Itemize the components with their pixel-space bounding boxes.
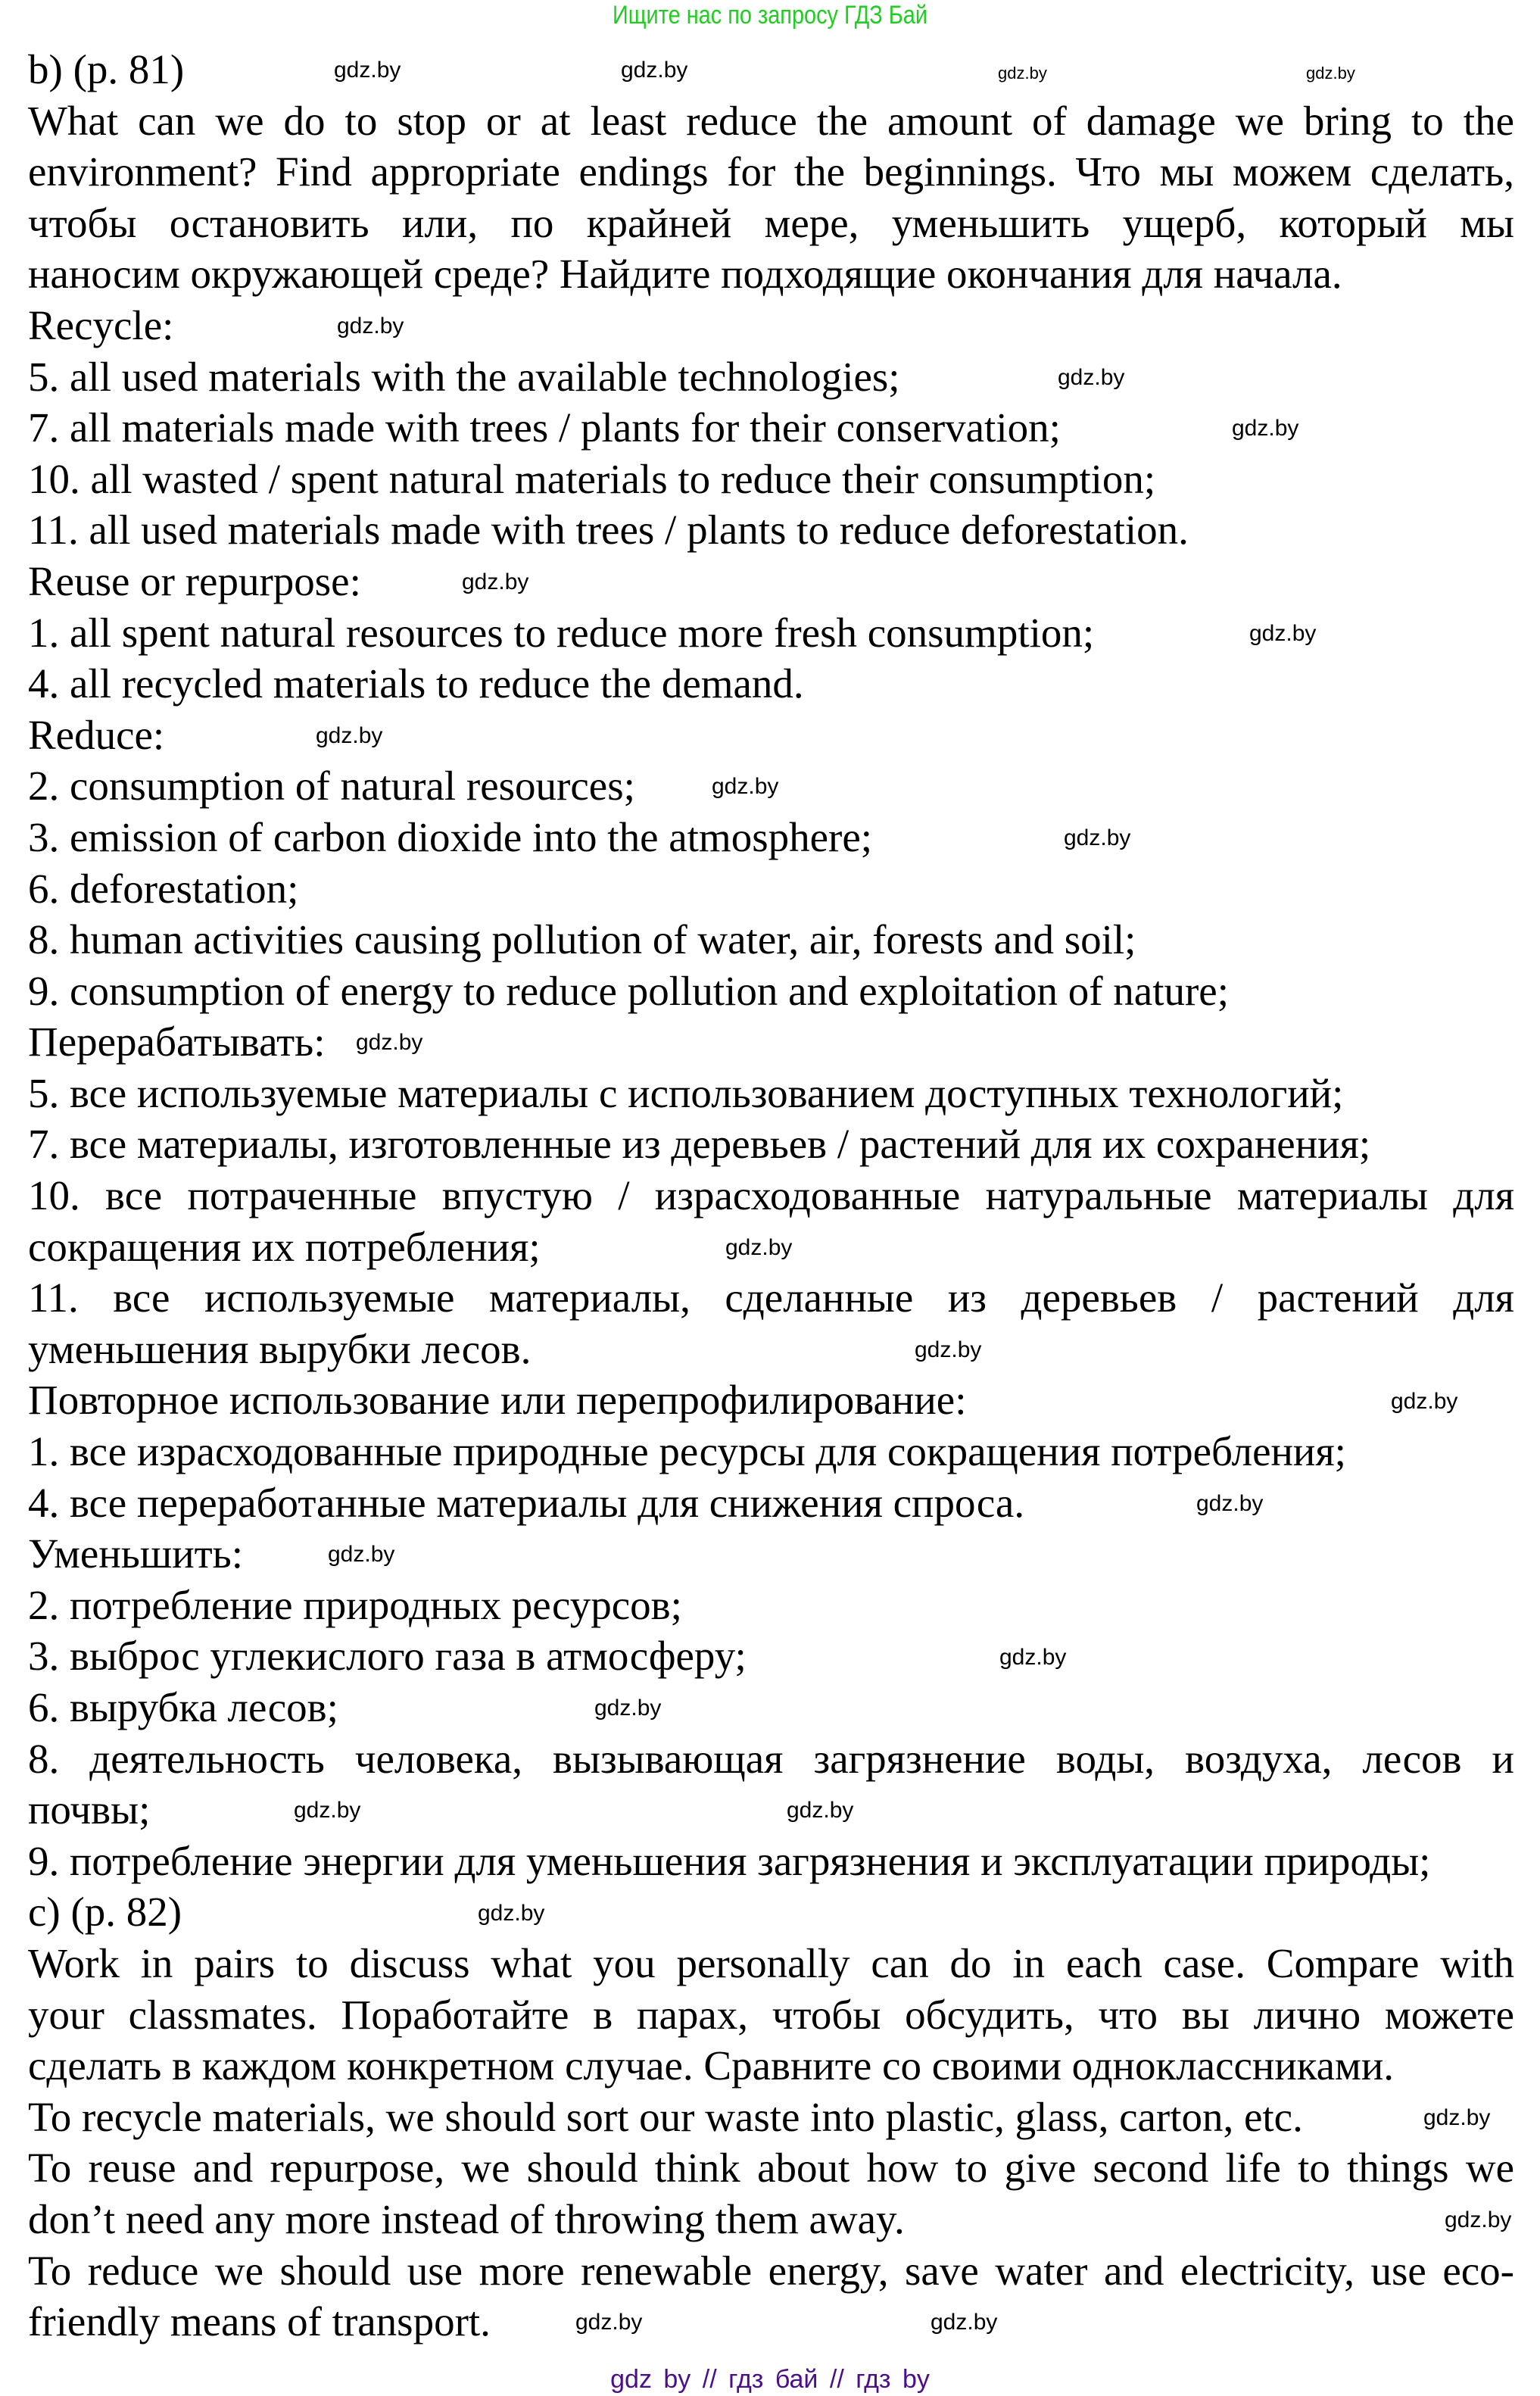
watermark: gdz.by [294, 1798, 361, 1824]
watermark: gdz.by [594, 1696, 662, 1721]
text-line: 10. all wasted / spent natural materials to reduce their consumption; [28, 455, 1156, 502]
watermark: gdz.by [931, 2310, 998, 2335]
text-line: Work in pairs to discuss what you personally can do in each case. Compare with [28, 1939, 1514, 1986]
watermark: gdz.by [1249, 620, 1317, 646]
watermark: gdz.by [787, 1798, 854, 1824]
text-line: 8. human activities causing pollution of water, air, forests and soil; [28, 916, 1136, 963]
text-line: 3. выброс углекислого газа в атмосферу; [28, 1633, 747, 1680]
text-line: Recycle: [28, 301, 174, 348]
text-line: сделать в каждом конкретном случае. Сравните со своими одноклассниками. [28, 2042, 1395, 2089]
watermark: gdz.by [1232, 416, 1299, 441]
text-line: 5. все используемые материалы с использованием доступных технологий; [28, 1069, 1344, 1116]
text-line: 9. consumption of energy to reduce pollution and exploitation of nature; [28, 967, 1229, 1014]
watermark: gdz.by [1196, 1490, 1264, 1516]
watermark: gdz.by [328, 1542, 395, 1568]
text-line: 2. потребление природных ресурсов; [28, 1581, 682, 1628]
watermark: gdz.by [998, 64, 1047, 83]
text-line: 9. потребление энергии для уменьшения загрязнения и эксплуатации природы; [28, 1837, 1431, 1884]
watermark: gdz.by [999, 1644, 1067, 1670]
watermark: gdz.by [725, 1234, 793, 1260]
text-line: 4. all recycled materials to reduce the demand. [28, 660, 804, 707]
text-line: чтобы остановить или, по крайней мере, уменьшить ущерб, который мы [28, 199, 1514, 246]
text-line: your classmates. Поработайте в парах, чтобы обсудить, что вы лично можете [28, 1991, 1514, 2038]
text-line: 3. emission of carbon dioxide into the atmosphere; [28, 813, 873, 860]
watermark: gdz.by [337, 314, 404, 338]
text-line: сокращения их потребления; [28, 1223, 541, 1270]
watermark: gdz.by [712, 774, 779, 800]
watermark: gdz.by [575, 2310, 643, 2335]
document-body [28, 44, 1514, 2348]
text-line: To reuse and repurpose, we should think about how to give second life to things we [28, 2145, 1514, 2192]
watermark: gdz.by [334, 58, 401, 83]
watermark: gdz.by [1423, 2105, 1491, 2130]
watermark: gdz.by [356, 1030, 423, 1056]
text-line: 11. все используемые материалы, сделанные из деревьев / растений для [28, 1274, 1514, 1321]
watermark: gdz.by [1306, 64, 1355, 83]
watermark: gdz.by [1064, 825, 1131, 850]
text-line: 1. all spent natural resources to reduce more fresh consumption; [28, 609, 1095, 656]
text-line: почвы; [28, 1786, 151, 1833]
text-line: To reduce we should use more renewable energy, save water and electricity, use eco- [28, 2247, 1514, 2294]
text-line: 7. все материалы, изготовленные из деревьев / растений для их сохранения; [28, 1121, 1371, 1168]
text-line: 5. all used materials with the available technologies; [28, 353, 900, 400]
watermark: gdz.by [1445, 2207, 1512, 2233]
text-line: 4. все переработанные материалы для снижения спроса. [28, 1479, 1025, 1526]
watermark: gdz.by [621, 58, 688, 83]
text-line: Reuse or repurpose: [28, 557, 361, 604]
text-line: 8. деятельность человека, вызывающая загрязнение воды, воздуха, лесов и [28, 1735, 1514, 1782]
text-line: Повторное использование или перепрофилирование: [28, 1377, 967, 1424]
watermark: gdz.by [915, 1337, 982, 1362]
text-line: 6. deforestation; [28, 865, 299, 912]
text-line: don’t need any more instead of throwing them away. [28, 2195, 905, 2242]
text-line: 2. consumption of natural resources; [28, 763, 635, 810]
text-line: environment? Find appropriate endings for the beginnings. Что мы можем сделать, [28, 148, 1514, 195]
text-line: Reduce: [28, 711, 165, 758]
text-line: c) (p. 82) [28, 1889, 182, 1936]
footer-banner: gdz by // гдз бай // гдз by [610, 2365, 930, 2394]
text-line: 7. all materials made with trees / plants for their conservation; [28, 404, 1061, 451]
text-line: What can we do to stop or at least reduce the amount of damage we bring to the [28, 97, 1514, 144]
text-line: b) (p. 81) [28, 46, 185, 92]
text-line: 1. все израсходованные природные ресурсы для сокращения потребления; [28, 1428, 1346, 1475]
text-line: 10. все потраченные впустую / израсходованные натуральные материалы для [28, 1172, 1514, 1219]
watermark: gdz.by [1391, 1388, 1458, 1414]
search-banner: Ищите нас по запросу ГДЗ Бай [613, 1, 927, 30]
text-line: 6. вырубка лесов; [28, 1684, 338, 1730]
text-line: Уменьшить: [28, 1530, 244, 1577]
watermark: gdz.by [1058, 364, 1125, 390]
text-line: уменьшения вырубки лесов. [28, 1325, 532, 1372]
watermark: gdz.by [462, 569, 529, 594]
text-line: To recycle materials, we should sort our waste into plastic, glass, carton, etc. [28, 2093, 1303, 2140]
watermark: gdz.by [478, 1900, 545, 1926]
text-line: наносим окружающей среде? Найдите подходящие окончания для начала. [28, 251, 1342, 298]
text-line: 11. all used materials made with trees / plants to reduce deforestation. [28, 507, 1189, 554]
text-line: Перерабатывать: [28, 1019, 326, 1065]
text-line: friendly means of transport. [28, 2298, 491, 2345]
watermark: gdz.by [316, 722, 383, 748]
